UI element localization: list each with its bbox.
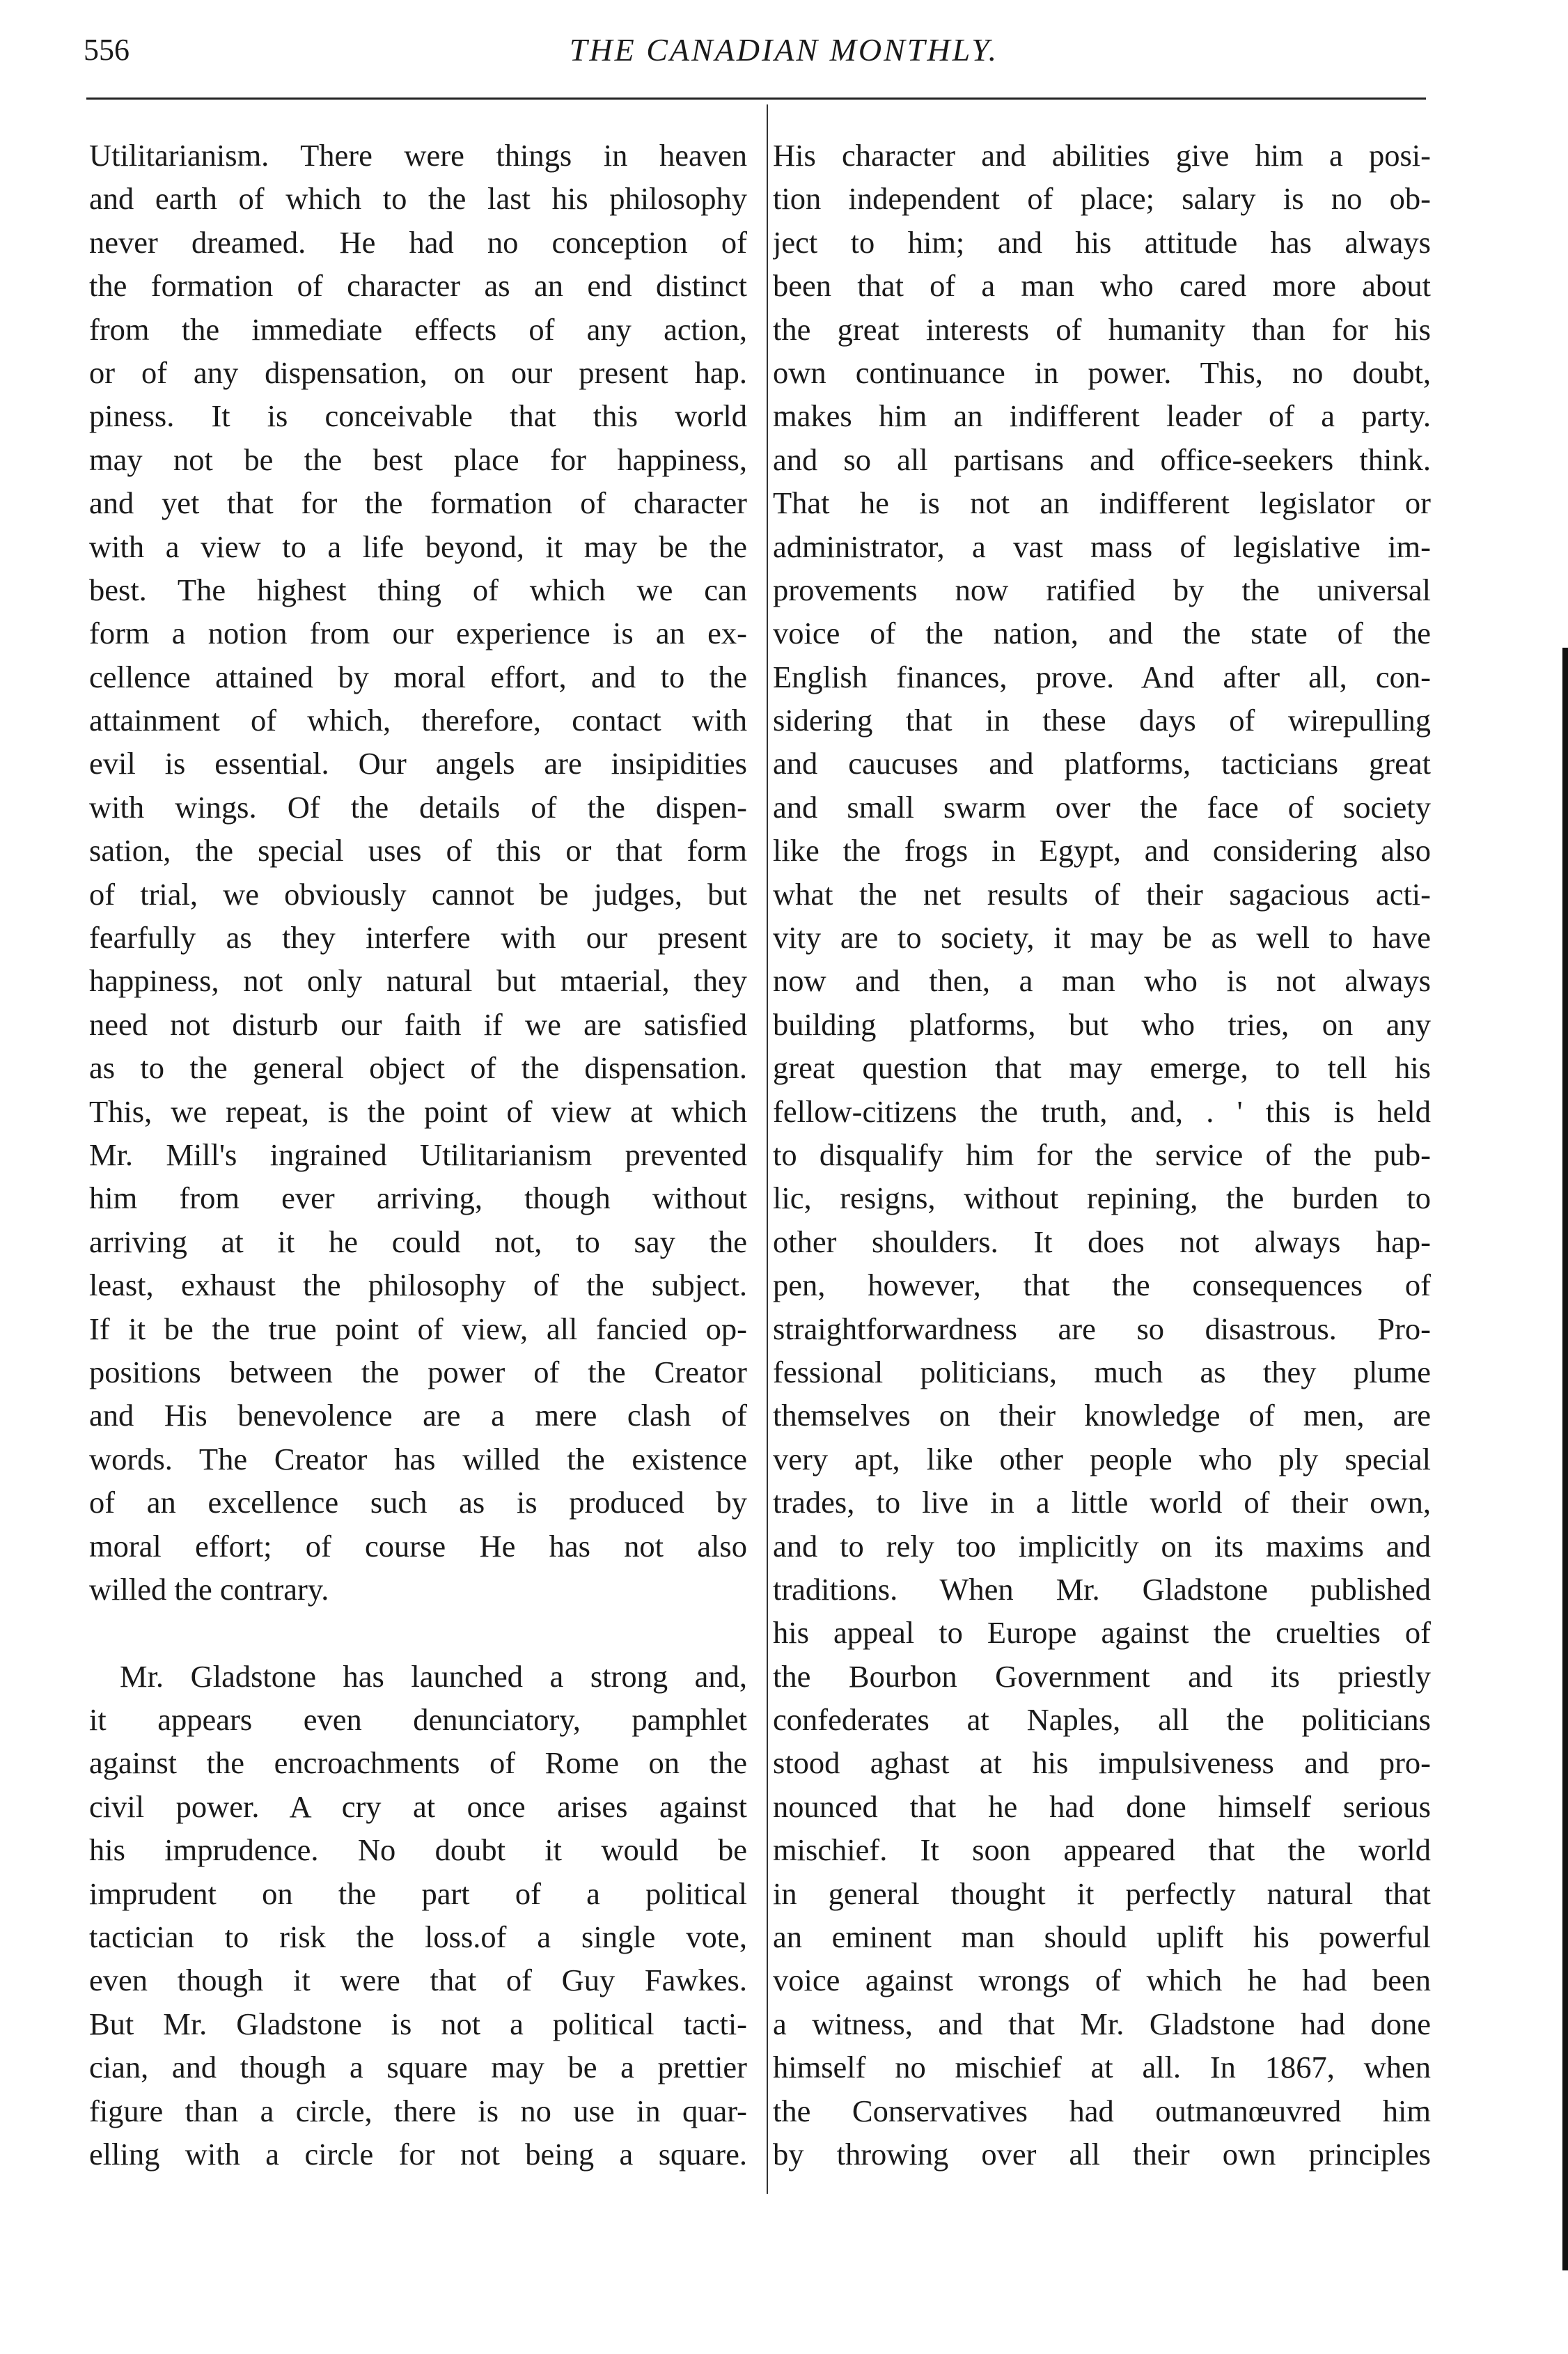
text-line: building platforms, but who tries, on any <box>773 1006 1431 1042</box>
text-line: in general thought it perfectly natural that <box>773 1876 1431 1911</box>
text-line: like the frogs in Egypt, and considering also <box>773 833 1431 868</box>
text-line: himself no mischief at all. In 1867, when <box>773 2050 1431 2085</box>
text-line: fearfully as they interfere with our present <box>89 920 747 956</box>
page-number: 556 <box>84 33 130 67</box>
text-line: his imprudence. No doubt it would be <box>89 1832 747 1868</box>
text-line: own continuance in power. This, no doubt, <box>773 354 1431 390</box>
text-line: voice against wrongs of which he had been <box>773 1963 1431 1998</box>
text-line: and His benevolence are a mere clash of <box>89 1398 747 1433</box>
text-line: tion independent of place; salary is no ob- <box>773 181 1431 217</box>
text-line: against the encroachments of Rome on the <box>89 1745 747 1781</box>
text-line: traditions. When Mr. Gladstone published <box>773 1571 1431 1607</box>
text-line: civil power. A cry at once arises against <box>89 1788 747 1824</box>
text-line: administrator, a vast mass of legislative im- <box>773 529 1431 564</box>
text-line: and yet that for the formation of character <box>89 485 747 521</box>
text-line: happiness, not only natural but mtaerial, they <box>89 963 747 999</box>
text-line: the Conservatives had outmanœuvred him <box>773 2093 1431 2128</box>
text-line: trades, to live in a little world of their own, <box>773 1485 1431 1520</box>
text-line: Mr. Mill's ingrained Utilitarianism prevented <box>89 1137 747 1172</box>
text-line: stood aghast at his impulsiveness and pro- <box>773 1745 1431 1781</box>
text-line: tactician to risk the loss.of a single vote, <box>89 1919 747 1955</box>
paragraph-utilitarianism <box>89 134 747 1611</box>
paragraph-gladstone-character <box>773 134 1431 2176</box>
text-line: fessional politicians, much as they plume <box>773 1354 1431 1389</box>
text-line: fellow-citizens the truth, and, . ' this is held <box>773 1093 1431 1129</box>
text-line: an eminent man should uplift his powerful <box>773 1919 1431 1955</box>
text-line: That he is not an indifferent legislator or <box>773 485 1431 521</box>
text-line: and to rely too implicitly on its maxims and <box>773 1528 1431 1564</box>
text-line: and so all partisans and office-seekers think. <box>773 442 1431 477</box>
text-line: nounced that he had done himself serious <box>773 1788 1431 1824</box>
text-line: least, exhaust the philosophy of the subject. <box>89 1268 747 1303</box>
text-line: may not be the best place for happiness, <box>89 442 747 477</box>
text-line: lic, resigns, without repining, the burden to <box>773 1180 1431 1216</box>
text-line: by throwing over all their own principles <box>773 2136 1431 2172</box>
text-line: pen, however, that the consequences of <box>773 1268 1431 1303</box>
text-line: willed the contrary. <box>89 1571 329 1607</box>
text-line: with a view to a life beyond, it may be the <box>89 529 747 564</box>
text-line: makes him an indifferent leader of a party. <box>773 398 1431 434</box>
text-line: confederates at Naples, all the politicians <box>773 1702 1431 1738</box>
text-line: English finances, prove. And after all, con- <box>773 659 1431 694</box>
text-line: sation, the special uses of this or that form <box>89 833 747 868</box>
text-line: best. The highest thing of which we can <box>89 572 747 607</box>
text-line: very apt, like other people who ply special <box>773 1441 1431 1476</box>
text-line: ject to him; and his attitude has always <box>773 224 1431 260</box>
text-line: a witness, and that Mr. Gladstone had done <box>773 2006 1431 2041</box>
text-line: other shoulders. It does not always hap- <box>773 1224 1431 1259</box>
text-line: cellence attained by moral effort, and to the <box>89 659 747 694</box>
text-line: now and then, a man who is not always <box>773 963 1431 999</box>
text-line: what the net results of their sagacious acti- <box>773 876 1431 912</box>
left-column <box>89 134 747 2176</box>
text-line: If it be the true point of view, all fancied op- <box>89 1311 747 1346</box>
text-line: piness. It is conceivable that this world <box>89 398 747 434</box>
text-line: moral effort; of course He has not also <box>89 1528 747 1564</box>
text-line: of trial, we obviously cannot be judges, but <box>89 876 747 912</box>
text-line: him from ever arriving, though without <box>89 1180 747 1216</box>
text-line: Mr. Gladstone has launched a strong and, <box>120 1658 747 1694</box>
text-line: voice of the nation, and the state of the <box>773 616 1431 651</box>
text-line: great question that may emerge, to tell his <box>773 1050 1431 1086</box>
text-line: of an excellence such as is produced by <box>89 1485 747 1520</box>
text-line: the great interests of humanity than for his <box>773 311 1431 347</box>
header-rule <box>86 98 1426 100</box>
text-line: to disqualify him for the service of the pub- <box>773 1137 1431 1172</box>
text-line: the Bourbon Government and its priestly <box>773 1658 1431 1694</box>
text-line: words. The Creator has willed the existence <box>89 1441 747 1476</box>
text-line: it appears even denunciatory, pamphlet <box>89 1702 747 1738</box>
text-line: the formation of character as an end distinct <box>89 268 747 304</box>
right-column <box>773 134 1431 2176</box>
text-line: cian, and though a square may be a prettier <box>89 2050 747 2085</box>
text-line: been that of a man who cared more about <box>773 268 1431 304</box>
text-line: But Mr. Gladstone is not a political tacti- <box>89 2006 747 2041</box>
text-line: and small swarm over the face of society <box>773 789 1431 825</box>
text-line: provements now ratified by the universal <box>773 572 1431 607</box>
text-line: even though it were that of Guy Fawkes. <box>89 1963 747 1998</box>
text-line: Utilitarianism. There were things in heaven <box>89 138 747 173</box>
text-line: vity are to society, it may be as well to have <box>773 920 1431 956</box>
text-line: or of any dispensation, on our present hap. <box>89 354 747 390</box>
text-line: and earth of which to the last his philosophy <box>89 181 747 217</box>
text-line: with wings. Of the details of the dispen- <box>89 789 747 825</box>
text-line: sidering that in these days of wirepulling <box>773 703 1431 738</box>
text-line: elling with a circle for not being a square. <box>89 2136 747 2172</box>
text-line: arriving at it he could not, to say the <box>89 1224 747 1259</box>
text-line: and caucuses and platforms, tacticians great <box>773 746 1431 781</box>
text-line: figure than a circle, there is no use in quar- <box>89 2093 747 2128</box>
column-divider <box>767 104 768 2194</box>
text-line: positions between the power of the Creator <box>89 1354 747 1389</box>
paragraph-gladstone-pamphlet <box>89 1655 747 2176</box>
text-line: form a notion from our experience is an ex- <box>89 616 747 651</box>
text-line: need not disturb our faith if we are satisfied <box>89 1006 747 1042</box>
text-line: His character and abilities give him a posi- <box>773 138 1431 173</box>
text-line: as to the general object of the dispensation. <box>89 1050 747 1086</box>
text-line: imprudent on the part of a political <box>89 1876 747 1911</box>
scan-edge-shadow <box>1562 648 1568 2270</box>
text-line: mischief. It soon appeared that the world <box>773 1832 1431 1868</box>
text-line: his appeal to Europe against the cruelties of <box>773 1615 1431 1651</box>
running-title: THE CANADIAN MONTHLY. <box>569 32 999 68</box>
text-line: straightforwardness are so disastrous. Pro- <box>773 1311 1431 1346</box>
paragraph-gap <box>89 1611 747 1654</box>
text-line: attainment of which, therefore, contact with <box>89 703 747 738</box>
text-line: themselves on their knowledge of men, are <box>773 1398 1431 1433</box>
text-line: evil is essential. Our angels are insipidities <box>89 746 747 781</box>
text-line: from the immediate effects of any action, <box>89 311 747 347</box>
text-line: This, we repeat, is the point of view at which <box>89 1093 747 1129</box>
text-line: never dreamed. He had no conception of <box>89 224 747 260</box>
